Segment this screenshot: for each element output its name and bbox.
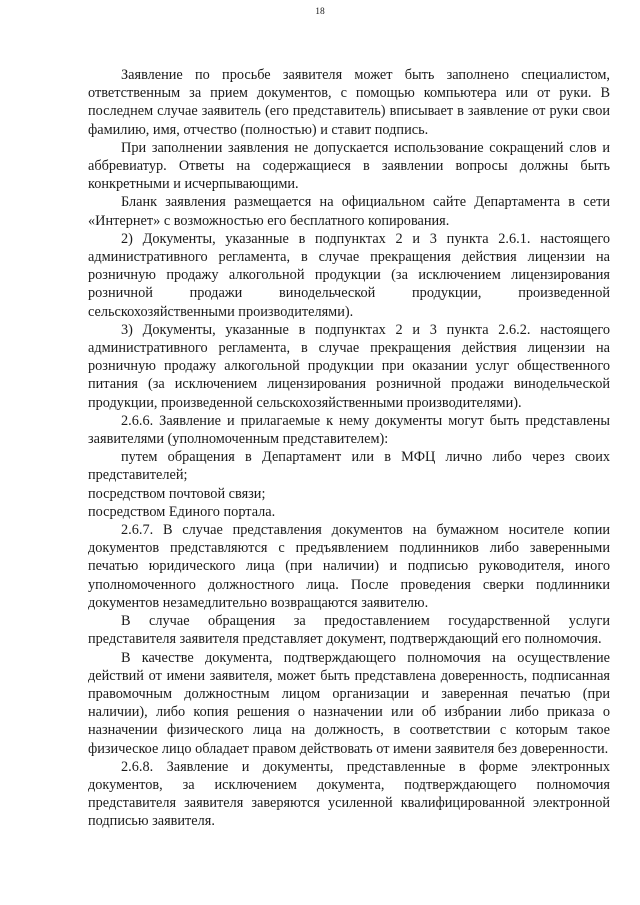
paragraph: посредством почтовой связи; <box>88 485 266 502</box>
paragraph: путем обращения в Департамент или в МФЦ лично либо через своих представителей; <box>88 449 610 484</box>
paragraph: 2.6.8. Заявление и документы, представленные в форме электронных документов, за исключением документа, подтверждающего полномочия представителя заявителя заверяются усиленной квалифицированной электронной подписью заявителя. <box>88 758 610 830</box>
paragraph: В качестве документа, подтверждающего полномочия на осуществление действий от имени заявителя, может быть представлена доверенность, подписанная правомочным должностным лицом организации и заверенная печатью (при наличии), либо копия решения о назначении или об избрании либо приказа о назначении физического лица на должность, в соответствии с которым такое физическое лицо обладает правом действовать от имени заявителя без доверенности. <box>88 649 610 757</box>
paragraph: При заполнении заявления не допускается использование сокращений слов и аббревиатур. Ответы на содержащиеся в заявлении вопросы должны быть конкретными и исчерпывающими. <box>88 139 610 193</box>
paragraph: 2.6.7. В случае представления документов на бумажном носителе копии документов представляются с предъявлением подлинников либо заверенными печатью юридического лица (при наличии) и подписью руководителя, иного уполномоченного должностного лица. После проведения сверки подлинники документов незамедлительно возвращаются заявителю. <box>88 522 610 611</box>
paragraph: 2) Документы, указанные в подпунктах 2 и 3 пункта 2.6.1. настоящего административного регламента, в случае прекращения действия лицензии на розничную продажу алкогольной продукции (за исключением лицензирования розничной продажи винодельческой продукции, произведенной сельскохозяйственными производителями). <box>88 230 610 320</box>
paragraph: Бланк заявления размещается на официальном сайте Департамента в сети «Интернет» с возможностью его бесплатного копирования. <box>88 194 610 229</box>
paragraph: Заявление по просьбе заявителя может быть заполнено специалистом, ответственным за прием документов, с помощью компьютера или от руки. В последнем случае заявитель (его представитель) вписывает в заявление от руки свои фамилию, имя, отчество (полностью) и ставит подпись. <box>88 67 610 138</box>
paragraph: 2.6.6. Заявление и прилагаемые к нему документы могут быть представлены заявителями (уполномоченным представителем): <box>88 412 610 448</box>
document-body <box>88 66 610 831</box>
paragraph: 3) Документы, указанные в подпунктах 2 и 3 пункта 2.6.2. настоящего административного регламента, в случае прекращения действия лицензии на розничную продажу алкогольной продукции при оказании услуг общественного питания (за исключением лицензирования розничной продажи винодельческой продукции, произведенной сельскохозяйственными производителями). <box>88 321 610 411</box>
page-number: 18 <box>315 7 325 17</box>
paragraph: посредством Единого портала. <box>88 503 276 520</box>
paragraph: В случае обращения за предоставлением государственной услуги представителя заявителя представляет документ, подтверждающий его полномочия. <box>88 613 610 648</box>
